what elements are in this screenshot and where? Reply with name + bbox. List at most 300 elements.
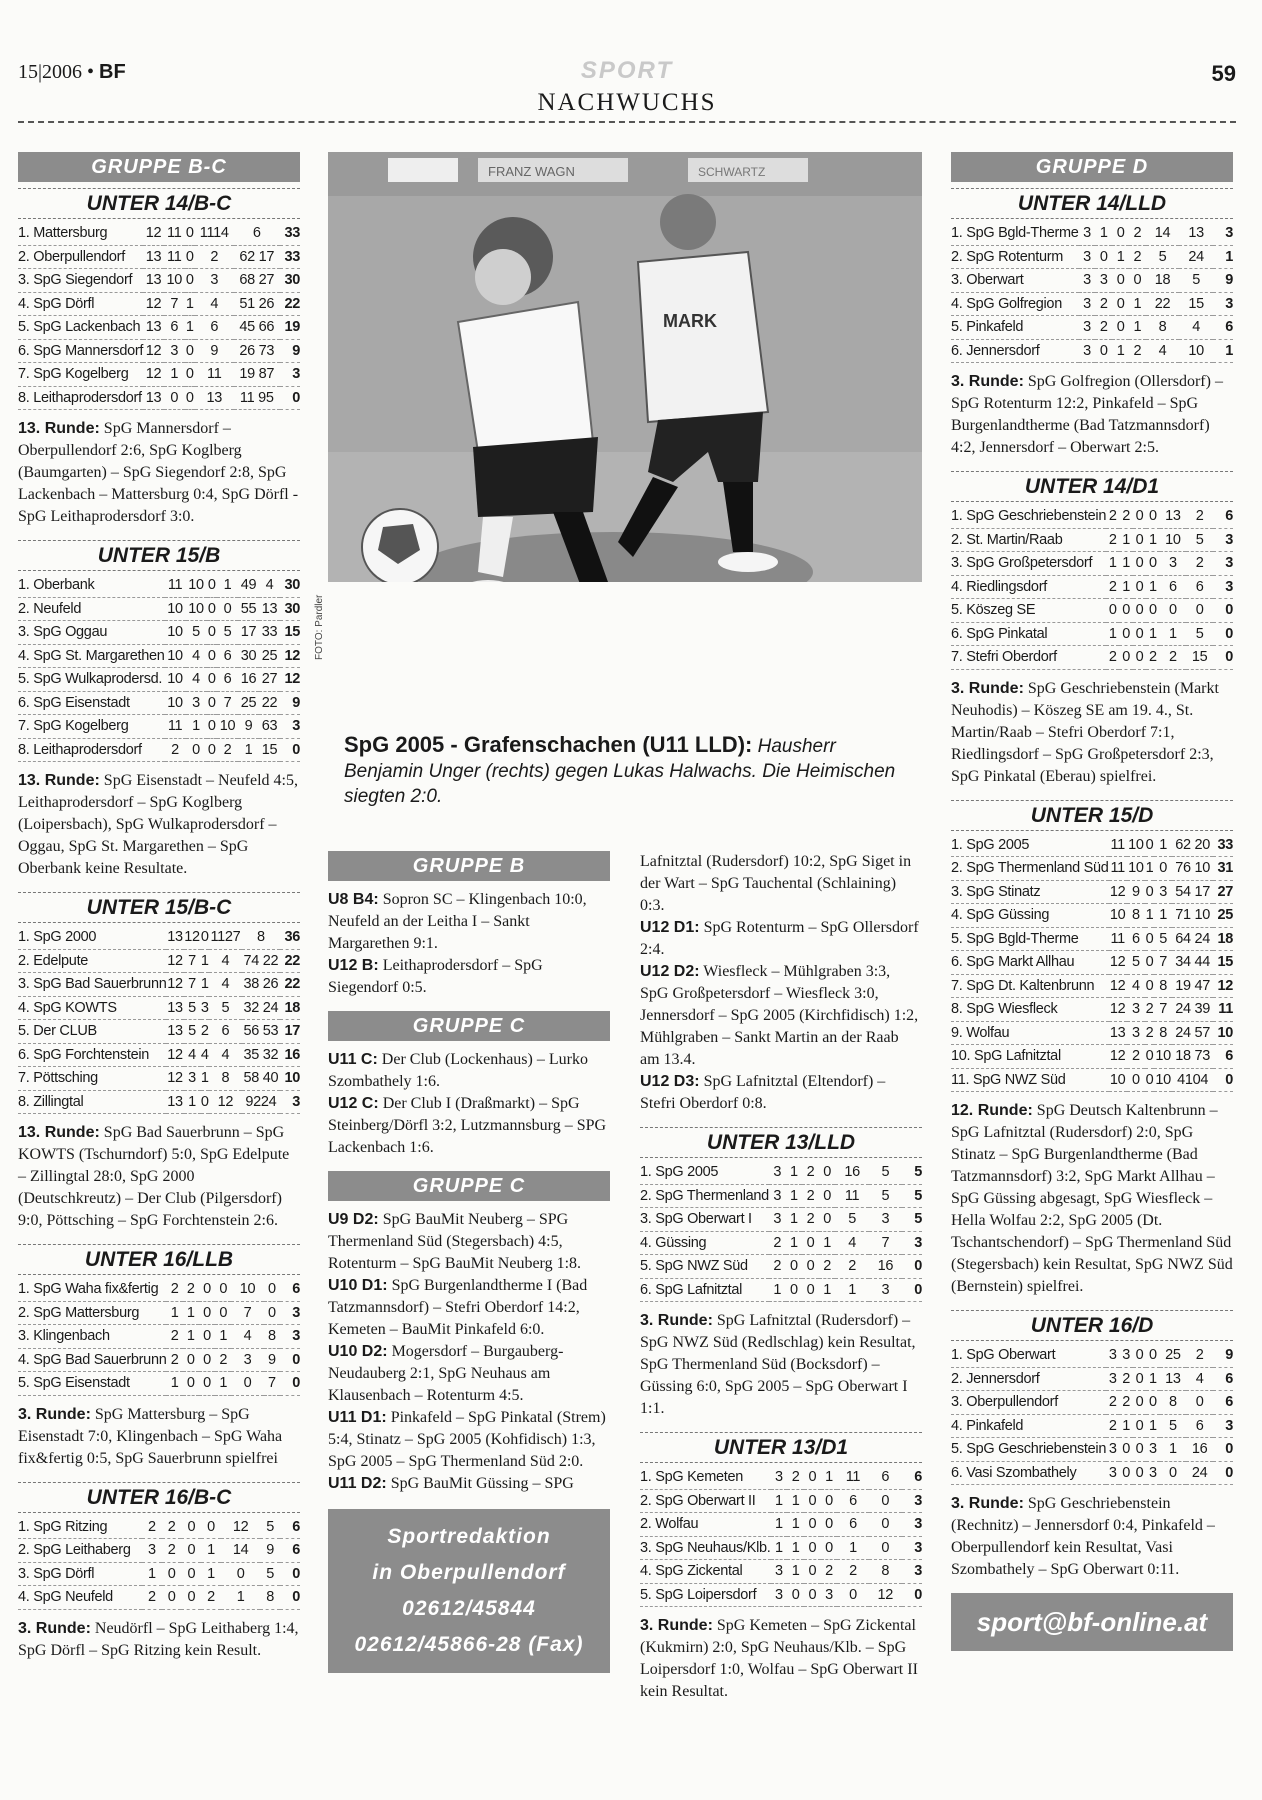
points-cell: 3: [1213, 292, 1233, 316]
stat-cell: 4: [184, 1043, 201, 1067]
points-cell: 3: [1213, 575, 1233, 599]
stat-cell: 3: [1154, 880, 1172, 904]
stat-cell: 8: [869, 1560, 902, 1584]
stat-cell: 3: [1106, 1344, 1119, 1367]
team-name: 2. SpG Leithaberg: [18, 1539, 142, 1563]
stat-cell: 0: [207, 574, 217, 597]
standings-table: [640, 1466, 922, 1607]
stat-cell: 0: [821, 1489, 838, 1513]
points-cell: 30: [280, 269, 300, 293]
stat-cell: 12: [166, 949, 183, 973]
stat-cell: 4: [186, 668, 207, 692]
stat-cell: 1: [786, 1184, 803, 1208]
stat-cell: 0: [1160, 1461, 1187, 1485]
stat-cell: 7: [264, 1372, 280, 1396]
stat-cell: 0: [164, 386, 185, 410]
stat-cell: 2: [215, 1348, 231, 1372]
points-cell: 0: [1213, 622, 1233, 646]
stat-cell: 4: [209, 973, 242, 997]
table-row: [951, 1344, 1233, 1367]
stat-cell: 6: [217, 668, 238, 692]
points-cell: 3: [902, 1513, 922, 1537]
stat-cell: 2: [142, 1586, 162, 1610]
stat-cell: 12: [221, 1516, 260, 1539]
stat-cell: 0: [185, 339, 195, 363]
round-text: SpG Geschriebenstein (Markt Neuhodis) – Köszeg SE am 19. 4., St. Martin/Raab – Stefri Oberdorf 7:1, Riedlingsdorf – SpG Großpetersdorf 2:3, SpG Pinkatal (Eberau) spielfrei.: [951, 679, 1219, 785]
stat-cell: 1: [201, 973, 210, 997]
team-name: 4. SpG Golfregion: [951, 292, 1079, 316]
result-label: U11 D1:: [328, 1409, 387, 1426]
standings-blocks: [18, 188, 300, 1662]
stat-cell: 8: [1154, 974, 1172, 998]
stat-cell: 9224: [242, 1090, 280, 1114]
stat-cell: 8: [209, 1067, 242, 1091]
standings-title: UNTER 14/LLD: [951, 188, 1233, 219]
table-row: [951, 528, 1233, 552]
stat-cell: 0: [1133, 646, 1146, 670]
stat-cell: 1: [186, 715, 207, 739]
points-cell: 1: [1213, 339, 1233, 363]
standings-table: [640, 1161, 922, 1302]
points-cell: 0: [1213, 1438, 1233, 1462]
redaktion-line: in Oberpullendorf: [372, 1561, 566, 1584]
team-name: 4. SpG Dörfl: [18, 292, 143, 316]
team-name: 8. Leithaprodersdorf: [18, 738, 165, 762]
stat-cell: 3: [1146, 1438, 1159, 1462]
team-name: 1. SpG 2005: [951, 834, 1109, 857]
round-label: 13. Runde:: [18, 772, 100, 789]
stat-cell: 14: [1146, 222, 1180, 245]
points-cell: 0: [280, 1562, 300, 1586]
stat-cell: 3: [769, 1208, 786, 1232]
stat-cell: 13: [1160, 505, 1187, 528]
stat-cell: 0: [804, 1466, 821, 1489]
stat-cell: 12: [143, 339, 164, 363]
stat-cell: 0: [1145, 834, 1154, 857]
stat-cell: 2: [1127, 1045, 1145, 1069]
stat-cell: 9: [238, 715, 259, 739]
stat-cell: 1: [1146, 1414, 1159, 1438]
stat-cell: 0: [185, 245, 195, 269]
standings-section: [18, 892, 300, 1232]
stat-cell: 13: [166, 926, 183, 949]
team-name: 8. Zillingtal: [18, 1090, 166, 1114]
table-row: [951, 904, 1233, 928]
stat-cell: 0: [186, 738, 207, 762]
stat-cell: 4: [1127, 974, 1145, 998]
points-cell: 3: [280, 1090, 300, 1114]
table-row: [18, 621, 300, 645]
stat-cell: 2: [837, 1560, 868, 1584]
points-cell: 0: [280, 1348, 300, 1372]
stat-cell: 3: [821, 1583, 838, 1607]
stat-cell: 6: [837, 1513, 868, 1537]
team-name: 1. SpG Waha fix&fertig: [18, 1278, 166, 1301]
stat-cell: 3: [164, 339, 185, 363]
points-cell: 30: [280, 597, 300, 621]
stat-cell: 2: [1106, 505, 1119, 528]
points-cell: 6: [1213, 1391, 1233, 1415]
points-cell: 0: [902, 1255, 922, 1279]
stat-cell: 11: [837, 1466, 868, 1489]
stat-cell: 5: [184, 996, 201, 1020]
standings-section: [640, 1127, 922, 1420]
stat-cell: 11: [1109, 834, 1127, 857]
stat-cell: 0: [1133, 1414, 1146, 1438]
table-row: [18, 1020, 300, 1044]
round-results: [18, 1122, 300, 1232]
table-row: [18, 1043, 300, 1067]
stat-cell: 5: [186, 621, 207, 645]
stat-cell: 10: [1109, 1068, 1127, 1092]
table-row: [18, 245, 300, 269]
team-name: 2. SpG Mattersburg: [18, 1301, 166, 1325]
email-box[interactable]: sport@bf-online.at: [951, 1593, 1233, 1651]
team-name: 2. SpG Thermenland Süd: [951, 857, 1109, 881]
stat-cell: 1: [166, 1301, 182, 1325]
stat-cell: 8: [264, 1325, 280, 1349]
stat-cell: 0: [1145, 1068, 1154, 1092]
stat-cell: 1: [786, 1208, 803, 1232]
stat-cell: 1114: [195, 222, 234, 245]
points-cell: 3: [280, 715, 300, 739]
stat-cell: 0: [1146, 552, 1159, 576]
team-name: 1. SpG 2000: [18, 926, 166, 949]
stat-cell: 1: [1112, 339, 1129, 363]
stat-cell: 26 73: [234, 339, 280, 363]
stat-cell: 5: [260, 1562, 280, 1586]
stat-cell: 2: [201, 1586, 221, 1610]
team-name: 3. Klingenbach: [18, 1325, 166, 1349]
standings-title: UNTER 15/B-C: [18, 892, 300, 923]
stat-cell: 0: [207, 715, 217, 739]
standings-table: [951, 505, 1233, 670]
stat-cell: 1: [769, 1278, 786, 1302]
result-item: [328, 1209, 610, 1275]
shirt-text: MARK: [663, 311, 717, 331]
stat-cell: 2: [195, 245, 234, 269]
team-name: 5. SpG Lackenbach: [18, 316, 143, 340]
table-row: [951, 552, 1233, 576]
stat-cell: 13: [143, 245, 164, 269]
stat-cell: 1: [201, 1562, 221, 1586]
team-name: 7. SpG Kogelberg: [18, 363, 143, 387]
stat-cell: 10: [1127, 857, 1145, 881]
stat-cell: 2: [1119, 1391, 1132, 1415]
result-item: [640, 1071, 922, 1115]
stat-cell: 2: [769, 1255, 786, 1279]
round-label: 3. Runde:: [18, 1619, 91, 1637]
stat-cell: 34 44: [1172, 951, 1213, 975]
table-row: [951, 880, 1233, 904]
standings-table: [18, 1516, 300, 1610]
table-row: [951, 1045, 1233, 1069]
team-name: 5. Pinkafeld: [951, 316, 1079, 340]
stat-cell: 3: [195, 269, 234, 293]
points-cell: 33: [280, 222, 300, 245]
redaktion-phone: 02612/45844: [402, 1597, 536, 1620]
team-name: 3. SpG Oggau: [18, 621, 165, 645]
result-label: U11 D2:: [328, 1475, 387, 1492]
points-cell: 0: [1213, 646, 1233, 670]
stat-cell: 12: [1109, 974, 1127, 998]
result-label: U8 B4:: [328, 891, 379, 908]
stat-cell: 0: [199, 1278, 215, 1301]
team-name: 1. SpG Bgld-Therme: [951, 222, 1079, 245]
table-row: [18, 1301, 300, 1325]
table-row: [18, 316, 300, 340]
stat-cell: 1: [201, 1067, 210, 1091]
result-label: U11 C:: [328, 1051, 378, 1068]
stat-cell: 10: [1127, 834, 1145, 857]
stat-cell: 2: [166, 1325, 182, 1349]
stat-cell: 10: [186, 574, 207, 597]
points-cell: 15: [280, 621, 300, 645]
team-name: 4. SpG Bad Sauerbrunn: [18, 1348, 166, 1372]
points-cell: 33: [1213, 834, 1233, 857]
stat-cell: 1: [185, 292, 195, 316]
table-row: [951, 292, 1233, 316]
stat-cell: 3: [1079, 245, 1096, 269]
team-name: 7. Pöttsching: [18, 1067, 166, 1091]
table-row: [18, 973, 300, 997]
points-cell: 6: [1213, 505, 1233, 528]
table-row: [640, 1184, 922, 1208]
stat-cell: 0: [1112, 316, 1129, 340]
points-cell: 25: [1213, 904, 1233, 928]
points-cell: 5: [902, 1184, 922, 1208]
table-row: [18, 1348, 300, 1372]
stat-cell: 9: [264, 1348, 280, 1372]
stat-cell: 5: [1154, 927, 1172, 951]
stat-cell: 19 47: [1172, 974, 1213, 998]
caption-title: SpG 2005 - Grafenschachen (U11 LLD):: [344, 732, 753, 757]
points-cell: 9: [280, 691, 300, 715]
stat-cell: 0: [869, 1513, 902, 1537]
group-heading-c1: GRUPPE C: [328, 1011, 610, 1041]
stat-cell: 9: [260, 1539, 280, 1563]
team-name: 8. Leithaprodersdorf: [18, 386, 143, 410]
table-row: [951, 1021, 1233, 1045]
stat-cell: 2: [819, 1255, 836, 1279]
stat-cell: 2: [1106, 1414, 1119, 1438]
round-results: [640, 1615, 922, 1703]
table-row: [951, 951, 1233, 975]
result-item: [640, 961, 922, 1071]
result-item: [328, 1341, 610, 1407]
team-name: 4. SpG Güssing: [951, 904, 1109, 928]
points-cell: 0: [280, 1586, 300, 1610]
round-results: [18, 1618, 300, 1662]
table-row: [951, 505, 1233, 528]
stat-cell: 0: [1133, 575, 1146, 599]
team-name: 3. SpG Siegendorf: [18, 269, 143, 293]
stat-cell: 11: [1109, 927, 1127, 951]
stat-cell: 32 24: [242, 996, 280, 1020]
team-name: 3. SpG Bad Sauerbrunn: [18, 973, 166, 997]
team-name: 7. Stefri Oberdorf: [951, 646, 1106, 670]
stat-cell: 56 53: [242, 1020, 280, 1044]
stat-cell: 2: [1119, 1367, 1132, 1391]
stat-cell: 1: [1106, 622, 1119, 646]
stat-cell: 4: [1179, 316, 1213, 340]
stat-cell: 16: [1186, 1438, 1213, 1462]
team-name: 3. Oberpullendorf: [951, 1391, 1106, 1415]
points-cell: 0: [1213, 1068, 1233, 1092]
team-name: 3. SpG Stinatz: [951, 880, 1109, 904]
stat-cell: 5: [217, 621, 238, 645]
stat-cell: 30: [238, 644, 259, 668]
stat-cell: 0: [264, 1301, 280, 1325]
stat-cell: 6: [837, 1489, 868, 1513]
stat-cell: 25: [238, 691, 259, 715]
column-gruppe-d: [951, 152, 1233, 1651]
stat-cell: 1: [215, 1325, 231, 1349]
points-cell: 3: [280, 363, 300, 387]
team-name: 2. SpG Thermenland: [640, 1184, 769, 1208]
stat-cell: 24 39: [1172, 998, 1213, 1022]
stat-cell: 3: [1079, 292, 1096, 316]
stat-cell: 0: [185, 222, 195, 245]
standings-table: [951, 1344, 1233, 1485]
team-name: 5. SpG Bgld-Therme: [951, 927, 1109, 951]
points-cell: 5: [902, 1208, 922, 1232]
column-middle-results: [328, 851, 610, 1673]
stat-cell: 2: [1186, 505, 1213, 528]
group-heading: GRUPPE D: [951, 152, 1233, 182]
table-row: [640, 1583, 922, 1607]
points-cell: 27: [1213, 880, 1233, 904]
table-row: [640, 1231, 922, 1255]
team-name: 3. SpG Oberwart I: [640, 1208, 769, 1232]
stat-cell: 1: [835, 1278, 868, 1302]
stat-cell: 0: [804, 1560, 821, 1584]
points-cell: 0: [280, 1372, 300, 1396]
stat-cell: 2: [1129, 222, 1146, 245]
stat-cell: 10: [1160, 528, 1187, 552]
stat-cell: 0: [1129, 269, 1146, 293]
table-row: [18, 339, 300, 363]
stat-cell: 2: [1146, 646, 1159, 670]
banner-text-2: SCHWARTZ: [698, 165, 766, 179]
points-cell: 6: [1213, 1045, 1233, 1069]
points-cell: 9: [1213, 1344, 1233, 1367]
stat-cell: 1: [166, 1372, 182, 1396]
team-name: 4. Riedlingsdorf: [951, 575, 1106, 599]
stat-cell: 11: [1109, 857, 1127, 881]
stat-cell: 2: [162, 1516, 182, 1539]
stat-cell: 1: [1146, 1367, 1159, 1391]
stat-cell: 11 95: [234, 386, 280, 410]
result-text: Pinkafeld – SpG Pinkatal (Strem) 5:4, Stinatz – SpG 2005 (Kohfidisch) 1:3, SpG 2005 – SpG Thermenland Süd 2:0.: [328, 1409, 606, 1470]
stat-cell: 1: [1145, 857, 1154, 881]
stat-cell: 0: [215, 1301, 231, 1325]
table-row: [951, 834, 1233, 857]
stat-cell: 6: [195, 316, 234, 340]
stat-cell: 7: [1154, 951, 1172, 975]
team-name: 6. Vasi Szombathely: [951, 1461, 1106, 1485]
stat-cell: 1: [787, 1560, 804, 1584]
standings-title: UNTER 13/D1: [640, 1432, 922, 1463]
stat-cell: 3: [771, 1560, 788, 1584]
stat-cell: 0: [199, 1348, 215, 1372]
table-row: [951, 998, 1233, 1022]
table-row: [951, 1438, 1233, 1462]
stat-cell: 1127: [209, 926, 242, 949]
stat-cell: 45 66: [234, 316, 280, 340]
stat-cell: 0: [1145, 951, 1154, 975]
stat-cell: 13: [143, 386, 164, 410]
stat-cell: 0: [1186, 599, 1213, 623]
banner-text: FRANZ WAGN: [488, 164, 575, 179]
team-name: 8. SpG Wiesfleck: [951, 998, 1109, 1022]
stat-cell: 0: [802, 1255, 819, 1279]
stat-cell: 0: [1112, 222, 1129, 245]
team-name: 7. SpG Kogelberg: [18, 715, 165, 739]
standings-title: UNTER 13/LLD: [640, 1127, 922, 1158]
stat-cell: 0: [1186, 1391, 1213, 1415]
team-name: 1. SpG Oberwart: [951, 1344, 1106, 1367]
stat-cell: 1: [201, 949, 210, 973]
stat-cell: 10: [217, 715, 238, 739]
stat-cell: 33: [259, 621, 280, 645]
stat-cell: 6: [1127, 927, 1145, 951]
stat-cell: 3: [1079, 222, 1096, 245]
stat-cell: 2: [162, 1539, 182, 1563]
stat-cell: 11: [164, 245, 185, 269]
round-results: [18, 770, 300, 880]
stat-cell: 6: [209, 1020, 242, 1044]
points-cell: 6: [902, 1466, 922, 1489]
stat-cell: 1: [1112, 245, 1129, 269]
points-cell: 31: [1213, 857, 1233, 881]
stat-cell: 10: [186, 597, 207, 621]
team-name: 5. SpG Geschriebenstein: [951, 1438, 1106, 1462]
stat-cell: 0: [802, 1231, 819, 1255]
stat-cell: 2: [821, 1560, 838, 1584]
stat-cell: 0: [1133, 528, 1146, 552]
stat-cell: 0: [181, 1516, 201, 1539]
points-cell: 22: [280, 949, 300, 973]
stat-cell: 7: [164, 292, 185, 316]
points-cell: 18: [1213, 927, 1233, 951]
table-row: [18, 574, 300, 597]
stat-cell: 51 26: [234, 292, 280, 316]
round-label: 12. Runde:: [951, 1102, 1033, 1119]
result-text: SpG BauMit Güssing – SPG: [390, 1475, 574, 1492]
table-row: [18, 644, 300, 668]
stat-cell: 1: [217, 574, 238, 597]
stat-cell: 17: [238, 621, 259, 645]
result-label: U10 D1:: [328, 1277, 388, 1294]
team-name: 3. SpG Dörfl: [18, 1562, 142, 1586]
table-row: [18, 363, 300, 387]
stat-cell: 1: [1160, 1438, 1187, 1462]
stat-cell: 62 17: [234, 245, 280, 269]
stat-cell: 3: [771, 1583, 788, 1607]
round-text: SpG Eisenstadt – Neufeld 4:5, Leithaprodersdorf – SpG Koglberg (Loipersbach), SpG Wulkaprodersdorf – Oggau, SpG St. Margarethen – SpG Oberbank keine Resultate.: [18, 772, 298, 877]
stat-cell: 1: [837, 1536, 868, 1560]
stat-cell: 2: [1095, 292, 1112, 316]
round-text: SpG Mattersburg – SpG Eisenstadt 7:0, Klingenbach – SpG Waha fix&fertig 0:5, SpG Sauerbrunn spielfrei: [18, 1405, 283, 1467]
stat-cell: 13: [166, 1090, 183, 1114]
team-name: 4. Güssing: [640, 1231, 769, 1255]
points-cell: 9: [280, 339, 300, 363]
points-cell: 22: [280, 973, 300, 997]
stat-cell: 0: [1133, 599, 1146, 623]
result-item: [328, 1407, 610, 1473]
stat-cell: 12: [1109, 880, 1127, 904]
